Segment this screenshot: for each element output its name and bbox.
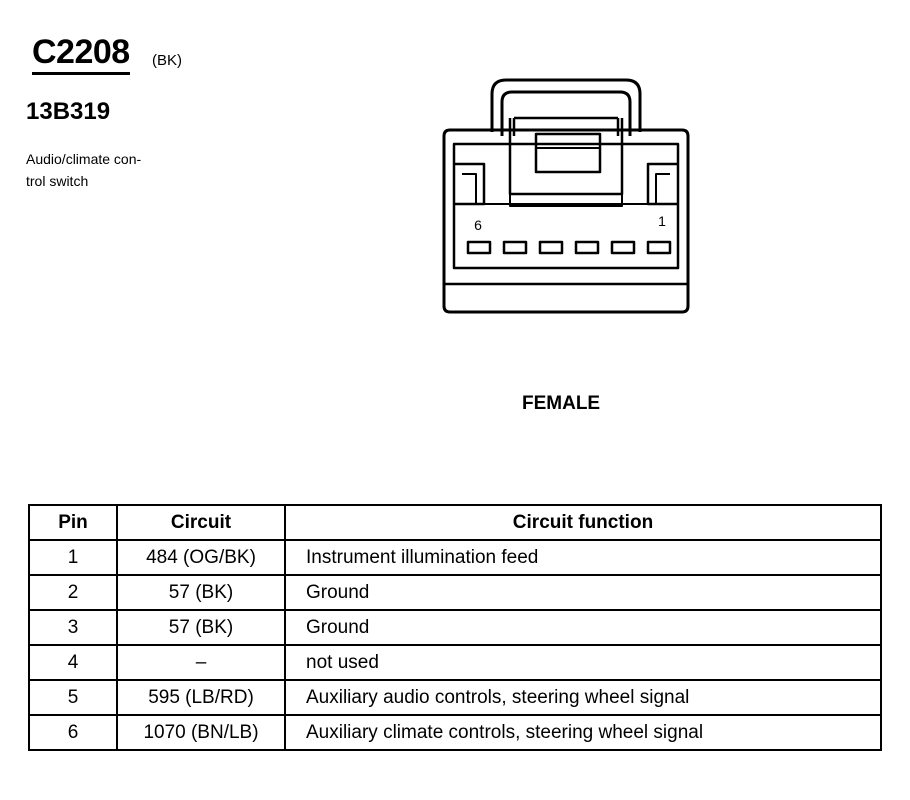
- table-header-row: [29, 505, 881, 540]
- pin-label-6: 6: [474, 217, 482, 233]
- pin-cavity-3: [576, 242, 598, 253]
- function-cell: not used: [285, 645, 881, 680]
- pin-cavity-1: [648, 242, 670, 253]
- function-cell: Ground: [285, 575, 881, 610]
- right-key: [648, 164, 678, 204]
- connector-color: (BK): [152, 52, 182, 69]
- description-line-2: trol switch: [26, 173, 89, 189]
- circuit-cell: 595 (LB/RD): [117, 680, 285, 715]
- left-key: [454, 164, 484, 204]
- circuit-cell: 57 (BK): [117, 575, 285, 610]
- pin-cavity-4: [540, 242, 562, 253]
- function-cell: Auxiliary climate controls, steering wheel signal: [285, 715, 881, 750]
- pin-label-1: 1: [658, 213, 666, 229]
- pin-cavity-6: [468, 242, 490, 253]
- table-row: [29, 610, 881, 645]
- circuit-cell: –: [117, 645, 285, 680]
- table-row: [29, 575, 881, 610]
- function-cell: Auxiliary audio controls, steering wheel signal: [285, 680, 881, 715]
- connector-gender-label: FEMALE: [522, 393, 601, 414]
- connector-face-diagram: [440, 76, 692, 316]
- circuit-cell: 484 (OG/BK): [117, 540, 285, 575]
- pin-cavity-5: [504, 242, 526, 253]
- pinout-table: [28, 504, 882, 751]
- pin-cell: 3: [29, 610, 117, 645]
- pin-cell: 6: [29, 715, 117, 750]
- pin-cell: 4: [29, 645, 117, 680]
- description-line-1: Audio/climate con-: [26, 151, 142, 167]
- pin-cell: 5: [29, 680, 117, 715]
- pin-cavity-2: [612, 242, 634, 253]
- circuit-cell: 1070 (BN/LB): [117, 715, 285, 750]
- table-row: [29, 715, 881, 750]
- connector-description: [26, 148, 176, 192]
- table-row: [29, 680, 881, 715]
- function-cell: Ground: [285, 610, 881, 645]
- header-pin: Pin: [29, 505, 117, 540]
- function-cell: Instrument illumination feed: [285, 540, 881, 575]
- connector-id: C2208: [32, 34, 130, 75]
- part-number: 13B319: [26, 98, 111, 125]
- table-row: [29, 645, 881, 680]
- header-circuit-function: Circuit function: [285, 505, 881, 540]
- header-circuit: Circuit: [117, 505, 285, 540]
- pin-cell: 1: [29, 540, 117, 575]
- pin-cell: 2: [29, 575, 117, 610]
- table-row: [29, 540, 881, 575]
- circuit-cell: 57 (BK): [117, 610, 285, 645]
